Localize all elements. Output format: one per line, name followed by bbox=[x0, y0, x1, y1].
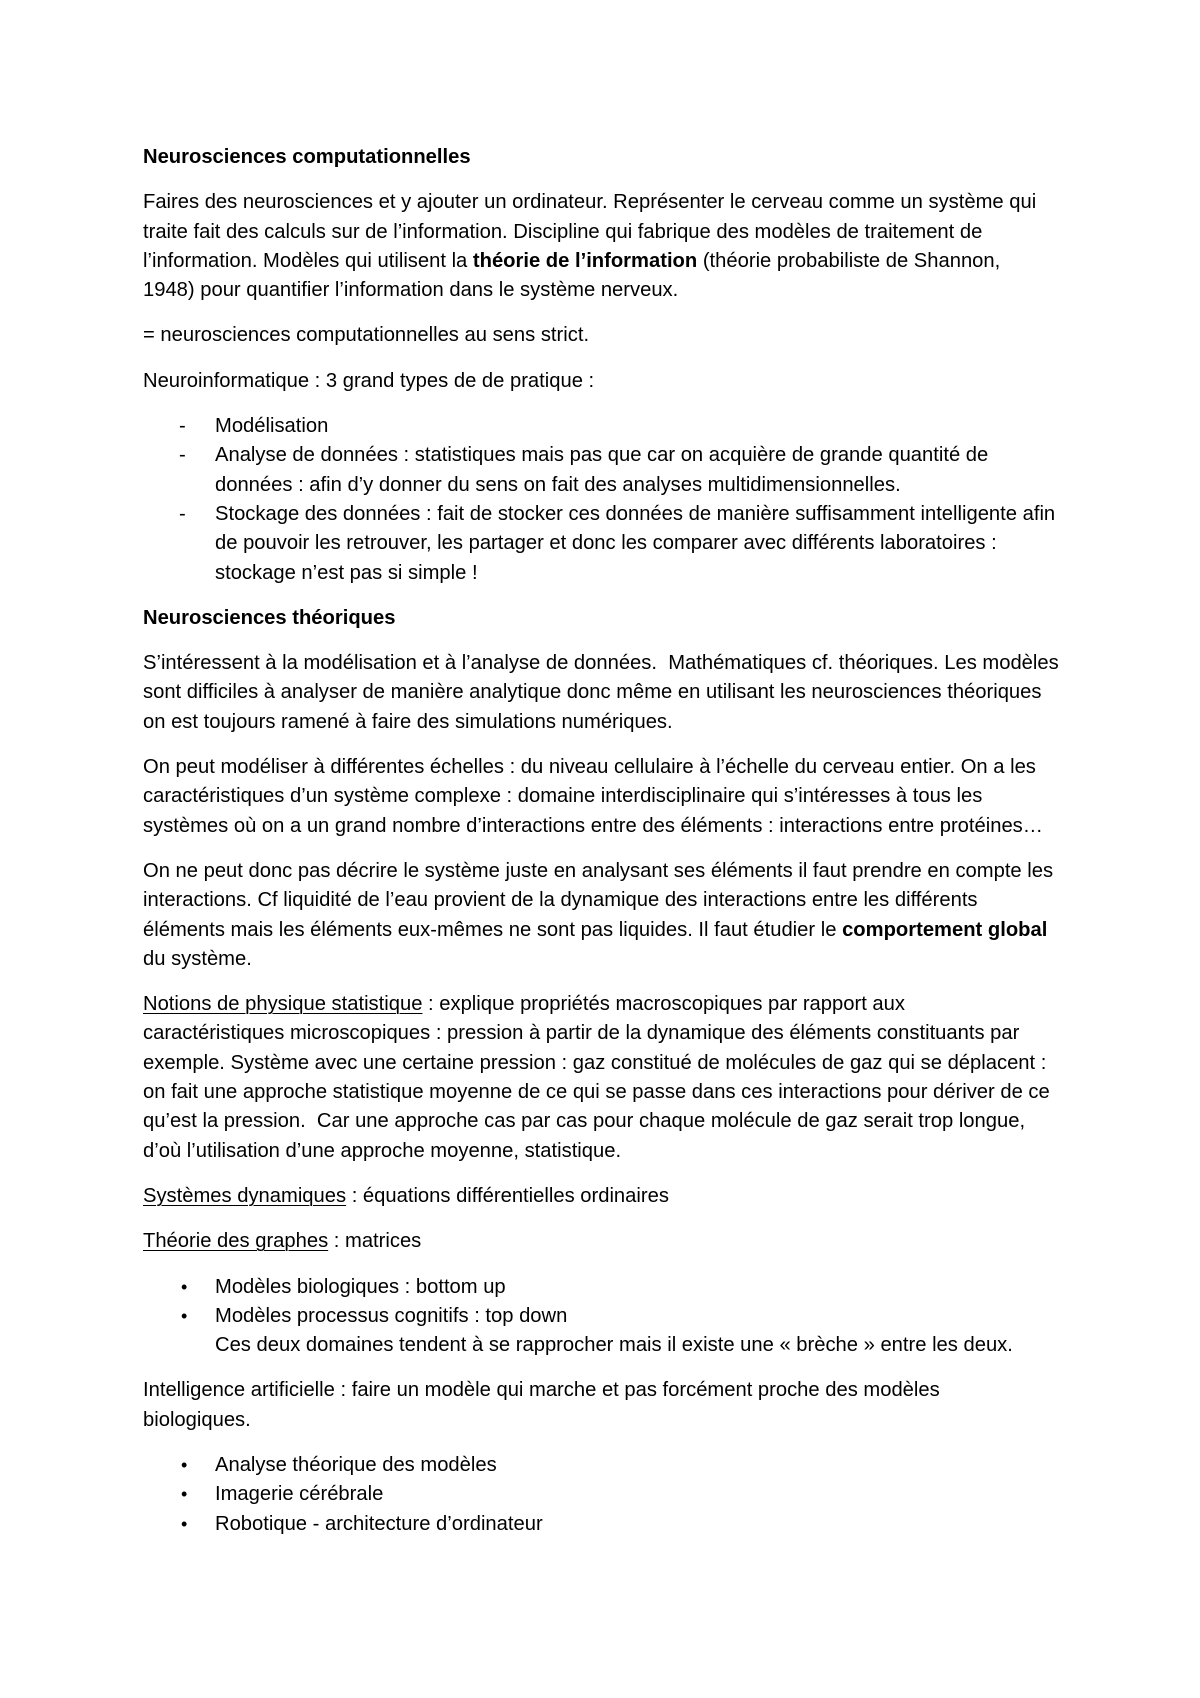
paragraph-line: on est toujours ramené à faire des simulations numériques. bbox=[143, 710, 673, 733]
paragraph-line: = neurosciences computationnelles au sens strict. bbox=[143, 324, 590, 347]
scales-paragraph bbox=[143, 753, 1057, 841]
bullet-marker: • bbox=[181, 1484, 188, 1505]
underlined-term: Théorie des graphes bbox=[143, 1230, 329, 1253]
paragraph-line: S’intéressent à la modélisation et à l’analyse de données. Mathématiques cf. théoriques. Les modèles bbox=[143, 652, 1059, 675]
heading-text: Neurosciences computationnelles bbox=[143, 146, 471, 168]
list-item-line: Modèles processus cognitifs : top down bbox=[215, 1304, 568, 1327]
graph-theory-paragraph bbox=[143, 1227, 1057, 1256]
section-heading-computational bbox=[143, 143, 1057, 172]
paragraph-line: systèmes où on a un grand nombre d’interactions entre des éléments : interactions entre protéines… bbox=[143, 814, 1043, 837]
paragraph-line: Faires des neurosciences et y ajouter un ordinateur. Représenter le cerveau comme un système qui bbox=[143, 191, 1037, 214]
list-item bbox=[143, 1480, 1057, 1509]
underlined-term: Notions de physique statistique bbox=[143, 993, 423, 1016]
bullet-marker: • bbox=[181, 1454, 188, 1475]
paragraph-line: caractéristiques microscopiques : pression à partir de la dynamique des éléments constituants par bbox=[143, 1022, 1020, 1045]
list-item-line: de pouvoir les retrouver, les partager et donc les comparer avec différents laboratoires : bbox=[215, 532, 997, 555]
list-item-line: Imagerie cérébrale bbox=[215, 1483, 384, 1506]
line-text: : matrices bbox=[328, 1230, 422, 1253]
ai-paragraph bbox=[143, 1376, 1057, 1435]
dash-marker: - bbox=[179, 415, 186, 438]
paragraph-line: 1948) pour quantifier l’information dans le système nerveux. bbox=[143, 279, 679, 302]
statistical-physics-paragraph bbox=[143, 990, 1057, 1166]
strict-sense-paragraph bbox=[143, 321, 1057, 350]
list-item bbox=[143, 441, 1057, 500]
bold-term-information-theory: théorie de l’information bbox=[472, 249, 698, 272]
section-heading-theoretical bbox=[143, 604, 1057, 633]
list-item-line: Robotique - architecture d’ordinateur bbox=[215, 1512, 543, 1535]
paragraph-line: On peut modéliser à différentes échelles : du niveau cellulaire à l’échelle du cerveau entier. On a les bbox=[143, 756, 1036, 779]
topics-list bbox=[143, 1451, 1057, 1539]
dynamical-systems-paragraph bbox=[143, 1182, 1057, 1211]
list-item-line: Modèles biologiques : bottom up bbox=[215, 1275, 506, 1298]
dash-marker: - bbox=[179, 444, 186, 467]
paragraph-line: on fait une approche statistique moyenne de ce qui se passe dans ces interactions pour dériver de ce bbox=[143, 1081, 1050, 1104]
list-item-line: Analyse de données : statistiques mais pas que car on acquière de grande quantité de bbox=[215, 444, 989, 467]
line-text: éléments mais les éléments eux-mêmes ne sont pas liquides. Il faut étudier le bbox=[143, 918, 843, 941]
underlined-term: Systèmes dynamiques bbox=[143, 1184, 347, 1207]
list-item bbox=[143, 500, 1057, 588]
list-item bbox=[143, 1273, 1057, 1302]
paragraph-line: d’où l’utilisation d’une approche moyenne, statistique. bbox=[143, 1139, 622, 1162]
paragraph-line: On ne peut donc pas décrire le système juste en analysant ses éléments il faut prendre en compte les bbox=[143, 859, 1054, 882]
paragraph-line: biologiques. bbox=[143, 1408, 251, 1431]
paragraph-line bbox=[143, 1182, 1057, 1211]
bullet-marker: • bbox=[181, 1276, 188, 1297]
paragraph-line: Neuroinformatique : 3 grand types de de pratique : bbox=[143, 369, 595, 392]
bold-term-global-behavior: comportement global bbox=[842, 918, 1048, 941]
line-text: : explique propriétés macroscopiques par rapport aux bbox=[422, 993, 905, 1016]
list-item-line: Analyse théorique des modèles bbox=[215, 1453, 497, 1476]
bullet-marker: • bbox=[181, 1513, 188, 1534]
list-item bbox=[143, 1451, 1057, 1480]
list-item-line: stockage n’est pas si simple ! bbox=[215, 561, 478, 584]
paragraph-line: interactions. Cf liquidité de l’eau provient de la dynamique des interactions entre les différents bbox=[143, 889, 978, 912]
line-text: (théorie probabiliste de Shannon, bbox=[697, 249, 1001, 272]
document-page bbox=[143, 143, 1057, 1555]
list-item-note: Ces deux domaines tendent à se rapprocher mais il existe une « brèche » entre les deux. bbox=[215, 1334, 1013, 1357]
paragraph-line bbox=[143, 990, 1057, 1019]
list-item-line: données : afin d’y donner du sens on fait des analyses multidimensionnelles. bbox=[215, 473, 901, 496]
practice-list bbox=[143, 412, 1057, 588]
paragraph-line: exemple. Système avec une certaine pression : gaz constitué de molécules de gaz qui se déplacent : bbox=[143, 1051, 1047, 1074]
paragraph-line: Intelligence artificielle : faire un modèle qui marche et pas forcément proche des modèles bbox=[143, 1379, 940, 1402]
list-item-line: Modélisation bbox=[215, 415, 329, 438]
paragraph-line bbox=[143, 1227, 1057, 1256]
bullet-marker: • bbox=[181, 1305, 188, 1326]
paragraph-line bbox=[143, 916, 1057, 945]
interest-paragraph bbox=[143, 649, 1057, 737]
paragraph-line: du système. bbox=[143, 947, 252, 970]
paragraph-line bbox=[143, 247, 1057, 276]
interactions-paragraph bbox=[143, 857, 1057, 974]
definition-paragraph bbox=[143, 188, 1057, 305]
list-item bbox=[143, 1302, 1057, 1361]
model-types-list bbox=[143, 1273, 1057, 1361]
line-text: : équations différentielles ordinaires bbox=[346, 1184, 669, 1207]
paragraph-line: sont difficiles à analyser de manière analytique donc même en utilisant les neurosciences théoriques bbox=[143, 681, 1042, 704]
paragraph-line: traite fait des calculs sur de l’information. Discipline qui fabrique des modèles de traitement de bbox=[143, 220, 983, 243]
dash-marker: - bbox=[179, 502, 186, 525]
heading-text: Neurosciences théoriques bbox=[143, 606, 396, 629]
line-text: l’information. Modèles qui utilisent la bbox=[143, 249, 473, 272]
neuroinformatics-paragraph bbox=[143, 367, 1057, 396]
list-item-line: Stockage des données : fait de stocker ces données de manière suffisamment intelligente afin bbox=[215, 502, 1056, 525]
list-item bbox=[143, 1510, 1057, 1539]
paragraph-line: qu’est la pression. Car une approche cas par cas pour chaque molécule de gaz serait trop longue, bbox=[143, 1110, 1026, 1133]
list-item bbox=[143, 412, 1057, 441]
paragraph-line: caractéristiques d’un système complexe : domaine interdisciplinaire qui s’intéresses à tous les bbox=[143, 785, 983, 808]
